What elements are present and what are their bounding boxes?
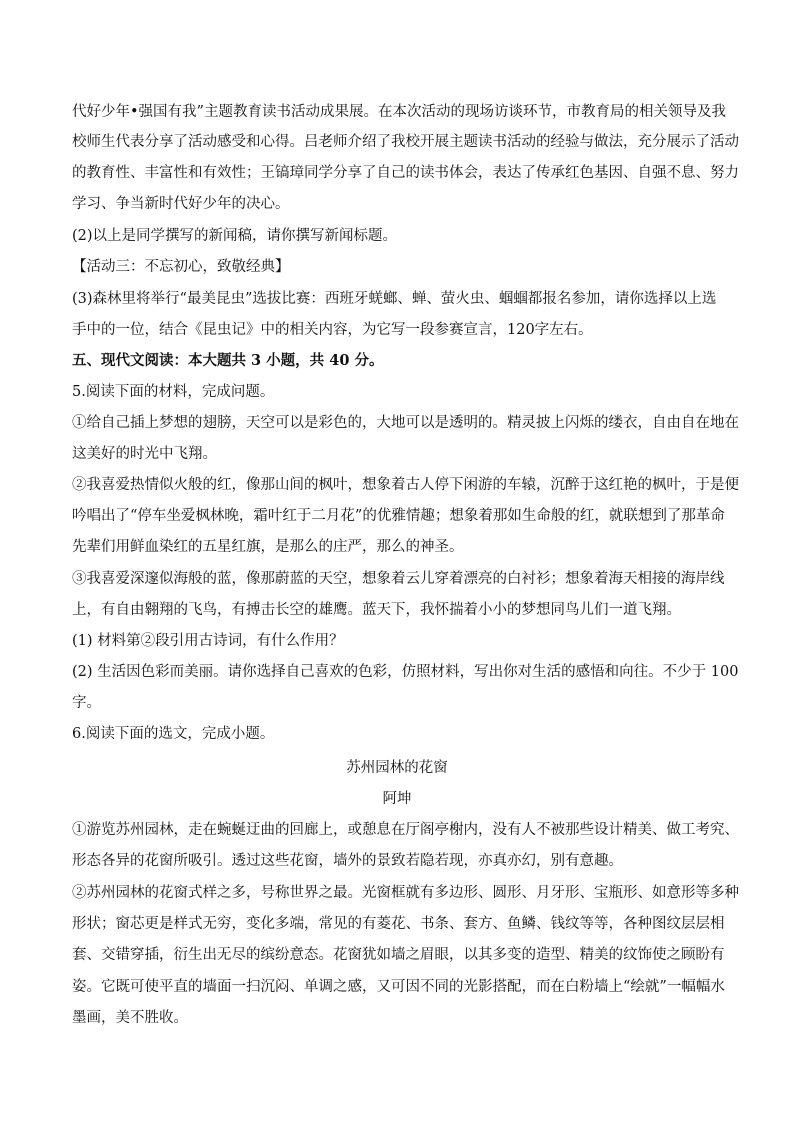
sub-question-2-line-2: 字。 xyxy=(72,695,101,711)
article-para-2-line-3: 套、交错穿插，衍生出无尽的缤纷意态。花窗犹如墙之眉眼，以其多变的造型、精美的纹饰使之顾盼有 xyxy=(72,947,725,963)
news-paragraph-line-2: 校师生代表分享了活动感受和心得。吕老师介绍了我校开展主题读书活动的经验与做法，充分展示了活动 xyxy=(72,134,739,150)
article-para-2-line-2: 形状；窗芯更是样式无穷，变化多端，常见的有菱花、书条、套方、鱼鳞、钱纹等等，各种图纹层层相 xyxy=(72,916,725,932)
news-paragraph-line-3: 的教育性、丰富性和有效性；王镐璋同学分享了自己的读书体会，表达了传承红色基因、自强不息、努力 xyxy=(72,165,739,181)
article-title: 苏州园林的花窗 xyxy=(346,760,448,776)
news-paragraph-line-4: 学习、争当新时代好少年的决心。 xyxy=(72,196,290,212)
material-para-2-line-1: ②我喜爱热情似火般的红，像那山间的枫叶，想象着古人停下闲游的车辕，沉醉于这红艳的枫叶，于是便 xyxy=(72,477,739,493)
material-para-3-line-1: ③我喜爱深邃似海般的蓝，像那蔚蓝的天空，想象着云儿穿着漂亮的白衬衫；想象着海天相接的海岸线 xyxy=(72,571,725,587)
question-2-headline: (2)以上是同学撰写的新闻稿，请你撰写新闻标题。 xyxy=(72,228,398,244)
question-3-line-1: (3)森林里将举行“最美昆虫”选拔比赛：西班牙蜣螂、蝉、萤火虫、蝈蝈都报名参加，请你选择以上选 xyxy=(72,291,717,307)
article-para-2-line-5: 墨画，美不胜收。 xyxy=(72,1010,188,1026)
article-para-1-line-1: ①游览苏州园林，走在蜿蜒迂曲的回廊上，或憩息在厅阁亭榭内，没有人不被那些设计精美、做工考究、 xyxy=(72,822,739,838)
question-3-line-2: 手中的一位，结合《昆虫记》中的相关内容，为它写一段参赛宣言，120字左右。 xyxy=(72,322,593,338)
news-paragraph-line-1: 代好少年•强国有我”主题教育读书活动成果展。在本次活动的现场访谈环节，市教育局的相关领导及我 xyxy=(72,104,726,120)
material-para-3-line-2: 上，有自由翱翔的飞鸟，有搏击长空的雄鹰。蓝天下，我怀揣着小小的梦想同鸟儿们一道飞翔。 xyxy=(72,602,681,618)
article-author: 阿坤 xyxy=(382,791,412,807)
section-five-heading: 五、现代文阅读：本大题共 3 小题，共 40 分。 xyxy=(72,352,384,369)
question-6-intro: 6.阅读下面的选文，完成小题。 xyxy=(72,726,275,742)
material-para-2-line-2: 吟唱出了“停车坐爱枫林晚，霜叶红于二月花”的优雅情趣；想象着那如生命般的红，就联想到了那革命 xyxy=(72,508,725,524)
material-para-1-line-2: 这美好的时光中飞翔。 xyxy=(72,446,217,462)
article-para-1-line-2: 形态各异的花窗所吸引。透过这些花窗，墙外的景致若隐若现，亦真亦幻，别有意趣。 xyxy=(72,853,623,869)
sub-question-1: (1) 材料第②段引用古诗词，有什么作用？ xyxy=(72,633,344,649)
article-para-2-line-1: ②苏州园林的花窗式样之多，号称世界之最。光窗框就有多边形、圆形、月牙形、宝瓶形、如意形等多种 xyxy=(72,885,739,901)
material-para-2-line-3: 先辈们用鲜血染红的五星红旗，是那么的庄严，那么的神圣。 xyxy=(72,539,464,555)
question-5-intro: 5.阅读下面的材料，完成问题。 xyxy=(72,384,275,400)
sub-question-2-line-1: (2) 生活因色彩而美丽。请你选择自己喜欢的色彩，仿照材料，写出你对生活的感悟和向往。不少于 100 xyxy=(72,664,739,680)
material-para-1-line-1: ①给自己插上梦想的翅膀，天空可以是彩色的，大地可以是透明的。精灵披上闪烁的缕衣，自由自在地在 xyxy=(72,415,739,431)
activity-three-heading: 【活动三：不忘初心，致敬经典】 xyxy=(72,259,290,275)
article-para-2-line-4: 姿。它既可使平直的墙面一扫沉闷、单调之感，又可因不同的光影搭配，而在白粉墙上“绘就”一幅幅水 xyxy=(72,979,725,995)
